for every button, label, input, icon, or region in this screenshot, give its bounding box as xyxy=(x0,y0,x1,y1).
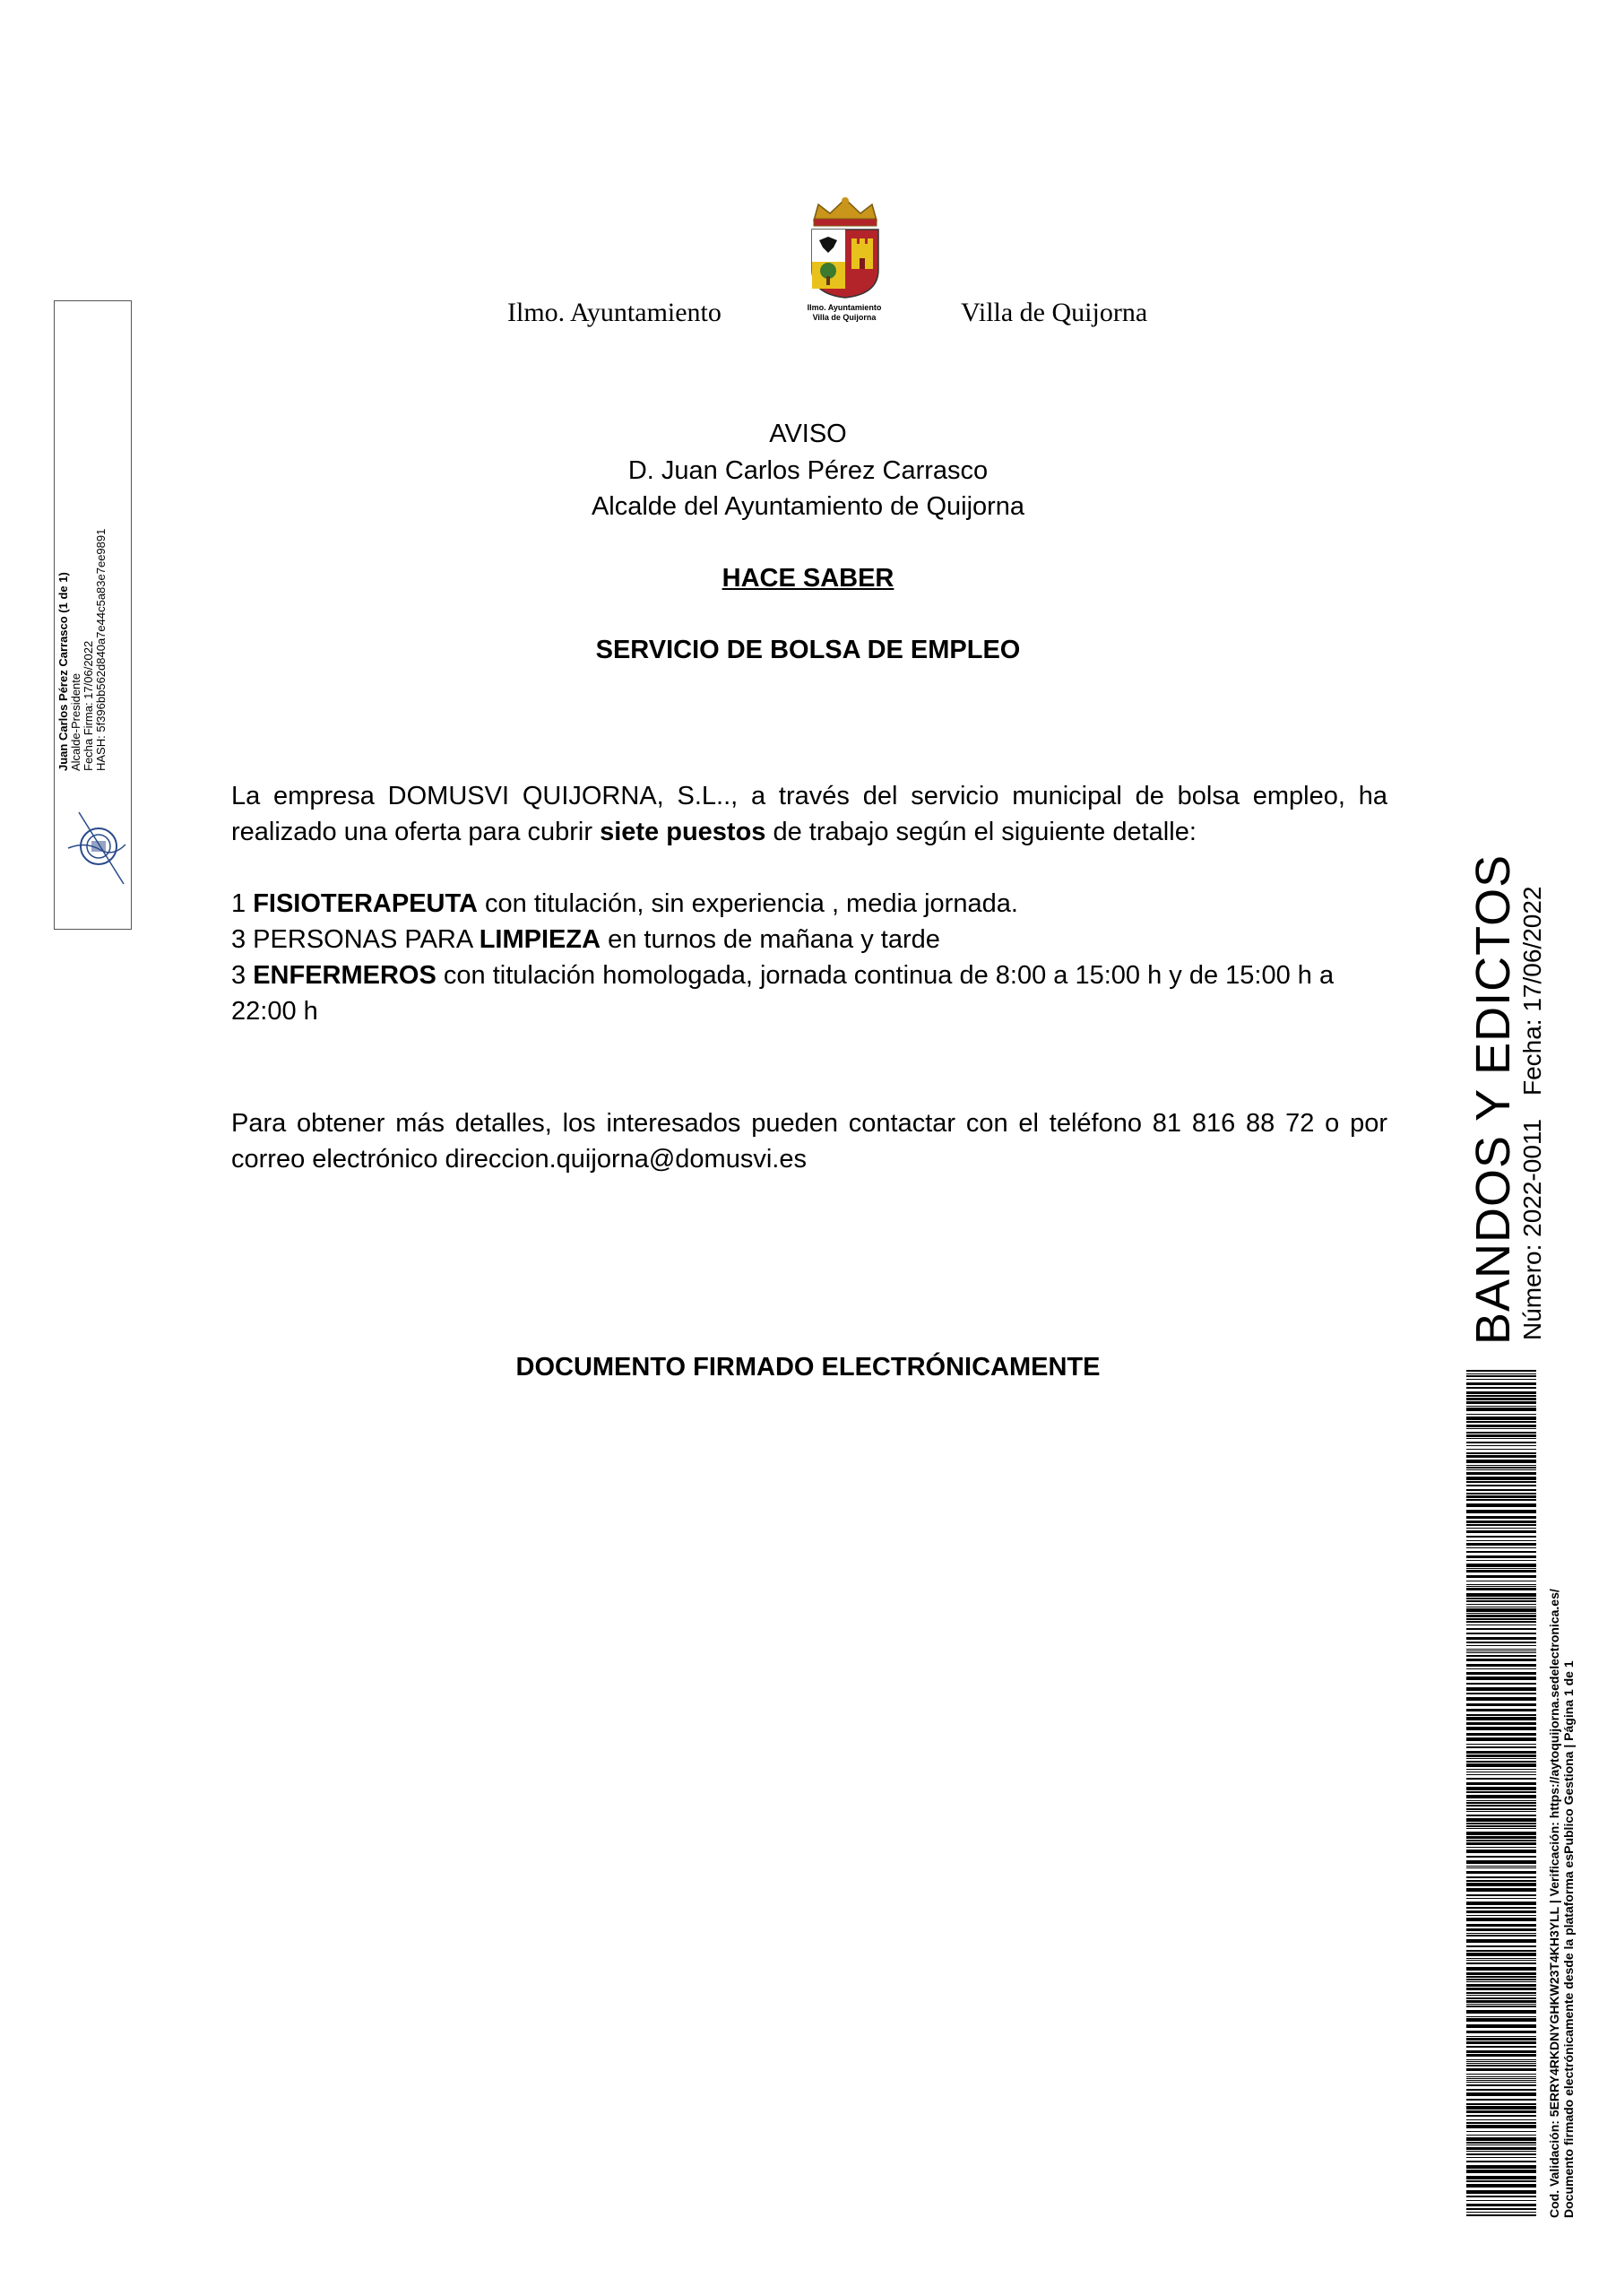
registry-number: Número: 2022-0011 xyxy=(1518,1119,1546,1340)
item-count: 1 xyxy=(231,889,254,918)
signer-role: Alcalde-Presidente xyxy=(69,672,82,771)
intro-text-1: La empresa DOMUSVI QUIJORNA, S.L.., a través del servicio municipal de bolsa empleo, ha realizado una oferta para cubrir xyxy=(231,782,1387,846)
registry-date: Fecha: 17/06/2022 xyxy=(1518,886,1546,1096)
header-left-text: Ilmo. Ayuntamiento xyxy=(507,298,722,327)
registry-title: BANDOS Y EDICTOS xyxy=(1466,853,1520,1345)
mayor-name: D. Juan Carlos Pérez Carrasco xyxy=(627,456,989,485)
job-list xyxy=(231,886,1387,1029)
intro-text-2: de trabajo según el siguiente detalle: xyxy=(765,818,1197,846)
signer-name: Juan Carlos Pérez Carrasco (1 de 1) xyxy=(56,572,70,771)
signature-stamp-icon xyxy=(59,805,131,888)
notice-heading: AVISO xyxy=(769,420,847,448)
contact-paragraph: Para obtener más detalles, los interesados pueden contactar con el teléfono 81 816 88 72 o por correo electrónico direccion.quijorna@domusvi.es xyxy=(231,1109,1387,1174)
signature-text xyxy=(57,475,108,771)
mayor-role: Alcalde del Ayuntamiento de Quijorna xyxy=(591,492,1025,521)
list-item xyxy=(231,886,1387,922)
crest-caption-line1: Ilmo. Ayuntamiento xyxy=(807,303,882,312)
registry-info xyxy=(1518,863,1547,1340)
item-detail: con titulación homologada, jornada continua de 8:00 a 15:00 h y de 15:00 h a 22:00 h xyxy=(231,961,1335,1026)
list-item xyxy=(231,957,1387,1029)
verification-line2: Documento firmado electrónicamente desde la plataforma esPublico Gestiona | Página 1 de 1 xyxy=(1561,1660,1576,2218)
item-count: 3 xyxy=(231,961,254,990)
intro-paragraph xyxy=(231,778,1387,850)
list-item xyxy=(231,922,1387,957)
verification-text xyxy=(1547,1589,1576,2218)
crest-caption-line2: Villa de Quijorna xyxy=(812,313,877,322)
item-detail: en turnos de mañana y tarde xyxy=(601,925,940,954)
item-role: FISIOTERAPEUTA xyxy=(253,889,478,918)
header-right-text: Villa de Quijorna xyxy=(961,298,1148,327)
item-role: ENFERMEROS xyxy=(253,961,436,990)
signature-hash: HASH: 5f396bb562d840a7e44c5a83e7ee9891 xyxy=(94,528,108,771)
item-count: 3 PERSONAS PARA xyxy=(231,925,480,954)
signature-date: Fecha Firma: 17/06/2022 xyxy=(82,640,95,771)
announcement-heading: HACE SABER xyxy=(722,564,894,593)
crest-caption xyxy=(782,303,907,323)
item-role: LIMPIEZA xyxy=(479,925,601,954)
coat-of-arms-icon xyxy=(796,194,894,301)
signed-statement: DOCUMENTO FIRMADO ELECTRÓNICAMENTE xyxy=(515,1353,1101,1382)
barcode-icon xyxy=(1466,1370,1536,2216)
intro-bold: siete puestos xyxy=(600,818,766,846)
item-detail: con titulación, sin experiencia , media jornada. xyxy=(478,889,1018,918)
verification-line1: Cod. Validación: 5ERRY4RKDNYGHKW23T4KH3YLL | Verificación: https://aytoquijorna.sedelectronica.es/ xyxy=(1547,1589,1561,2218)
service-heading: SERVICIO DE BOLSA DE EMPLEO xyxy=(595,636,1021,664)
